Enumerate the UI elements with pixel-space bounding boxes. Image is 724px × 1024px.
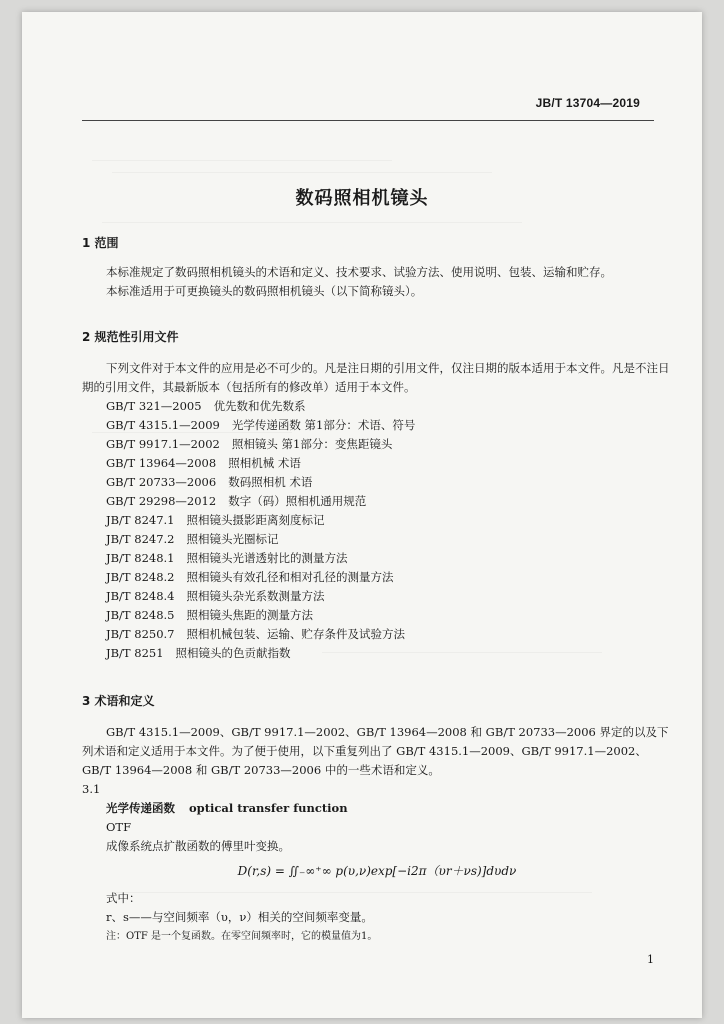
reference-title: 数字（码）照相机通用规范 <box>228 494 367 508</box>
reference-title: 照相镜头的色贡献指数 <box>175 646 291 660</box>
reference-item <box>82 625 672 644</box>
paragraph: 本标准适用于可更换镜头的数码照相机镜头（以下简称镜头）。 <box>106 284 423 298</box>
term-definition: 成像系统点扩散函数的傅里叶变换。 <box>106 839 290 853</box>
where-label: 式中： <box>106 891 141 905</box>
reference-item <box>82 511 672 530</box>
reference-code: JB/T 8247.1 <box>106 513 175 527</box>
reference-code: JB/T 8248.1 <box>106 551 175 565</box>
reference-code: JB/T 8250.7 <box>106 627 175 641</box>
paragraph: GB/T 4315.1—2009、GB/T 9917.1—2002、GB/T 13964—2008 和 GB/T 20733—2006 界定的以及下列术语和定义适用于本文件。为了便于使用，以下重复列出了 GB/T 4315.1—2009、GB/T 9917.1—2002、GB/T 13964—2008 和 GB/T 20733—2006 中的一些术语和定义。 <box>82 725 669 777</box>
section-heading: 2 规范性引用文件 <box>82 330 179 344</box>
reference-title: 照相镜头 第1部分：变焦距镜头 <box>231 437 393 451</box>
reference-item <box>82 454 672 473</box>
section-heading: 1 范围 <box>82 236 119 250</box>
reference-title: 照相镜头杂光系数测量方法 <box>186 589 325 603</box>
section-terms-definitions <box>82 692 672 946</box>
reference-code: GB/T 29298—2012 <box>106 494 217 508</box>
document-page <box>22 12 702 1018</box>
reference-code: JB/T 8248.5 <box>106 608 175 622</box>
clause-number: 3.1 <box>82 782 101 796</box>
term-line <box>82 799 672 818</box>
paragraph: 本标准规定了数码照相机镜头的术语和定义、技术要求、试验方法、使用说明、包装、运输和贮存。 <box>106 265 612 279</box>
reference-title: 照相机械 术语 <box>228 456 301 470</box>
reference-code: GB/T 20733—2006 <box>106 475 217 489</box>
reference-item <box>82 587 672 606</box>
header-rule <box>82 120 654 121</box>
reference-item <box>82 397 672 416</box>
term-english: optical transfer function <box>189 801 348 815</box>
reference-title: 光学传递函数 第1部分：术语、符号 <box>231 418 416 432</box>
reference-item <box>82 644 672 663</box>
reference-item <box>82 492 672 511</box>
reference-code: GB/T 321—2005 <box>106 399 202 413</box>
reference-title: 照相镜头焦距的测量方法 <box>186 608 314 622</box>
reference-item <box>82 568 672 587</box>
term-abbreviation: OTF <box>106 820 132 834</box>
reference-title: 数码照相机 术语 <box>228 475 313 489</box>
page-number: 1 <box>647 953 654 966</box>
reference-title: 照相镜头光圈标记 <box>186 532 279 546</box>
section-heading: 3 术语和定义 <box>82 694 155 708</box>
reference-code: JB/T 8247.2 <box>106 532 175 546</box>
otf-formula: D(r,s) = ∬₋∞⁺∞ p(υ,ν)exp[−i2π（υr＋νs)]dυdν <box>237 864 517 878</box>
reference-title: 照相镜头有效孔径和相对孔径的测量方法 <box>186 570 394 584</box>
reference-code: JB/T 8248.4 <box>106 589 175 603</box>
section-normative-references <box>82 328 672 663</box>
reference-item <box>82 416 672 435</box>
where-item: r、s——与空间频率（υ，ν）相关的空间频率变量。 <box>106 910 373 924</box>
reference-title: 照相机械包装、运输、贮存条件及试验方法 <box>186 627 406 641</box>
document-title: 数码照相机镜头 <box>295 188 429 209</box>
reference-code: JB/T 8248.2 <box>106 570 175 584</box>
reference-item <box>82 435 672 454</box>
reference-title: 优先数和优先数系 <box>213 399 306 413</box>
reference-item <box>82 606 672 625</box>
term-chinese: 光学传递函数 <box>106 801 175 815</box>
note: 注：OTF 是一个复函数。在零空间频率时，它的模量值为1。 <box>106 931 378 942</box>
section-scope <box>82 234 672 301</box>
reference-item <box>82 530 672 549</box>
reference-code: GB/T 4315.1—2009 <box>106 418 220 432</box>
reference-code: GB/T 9917.1—2002 <box>106 437 220 451</box>
reference-code: JB/T 8251 <box>106 646 164 660</box>
reference-code: GB/T 13964—2008 <box>106 456 217 470</box>
reference-title: 照相镜头摄影距离刻度标记 <box>186 513 325 527</box>
reference-item <box>82 473 672 492</box>
standard-number: JB/T 13704—2019 <box>535 96 640 110</box>
reference-item <box>82 549 672 568</box>
paragraph: 下列文件对于本文件的应用是必不可少的。凡是注日期的引用文件，仅注日期的版本适用于本文件。凡是不注日期的引用文件，其最新版本（包括所有的修改单）适用于本文件。 <box>82 361 670 394</box>
reference-title: 照相镜头光谱透射比的测量方法 <box>186 551 348 565</box>
